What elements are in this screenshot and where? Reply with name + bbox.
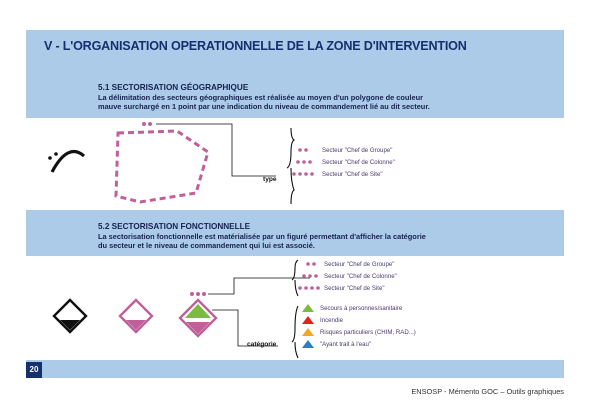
section1-desc-line1: La délimitation des secteurs géographiques est réalisée au moyen d'un polygone de couleur — [98, 93, 423, 102]
category-item: "Ayant trait à l'eau" — [320, 341, 372, 348]
legend-item: Secteur "Chef de Site" — [322, 171, 383, 178]
category-item: Secours à personnes/sanitaire — [320, 305, 403, 312]
section1-desc-line2: mauve surchargé en 1 point par une indication du niveau de commandement lié au dit secteur. — [98, 102, 430, 111]
category-triangles — [298, 304, 318, 360]
water-triangle-icon — [302, 340, 314, 348]
category-item: Risques particuliers (CHIM, RAD...) — [320, 329, 416, 336]
polygon-marker-dot — [148, 122, 152, 126]
type-label: type — [263, 176, 277, 183]
section1-band — [26, 118, 564, 210]
section2-desc-line1: La sectorisation fonctionnelle est matérialisée par un figuré permettant d'afficher la catégorie — [98, 232, 426, 241]
category-label: catégorie — [247, 341, 277, 348]
sector-polygon — [110, 118, 290, 210]
functional-sector-symbol — [52, 298, 88, 334]
rescue-triangle-icon — [302, 304, 314, 312]
page-footer: ENSOSP - Mémento GOC – Outils graphiques — [411, 387, 564, 396]
sector-arc-icon — [46, 138, 96, 178]
legend-item: Secteur "Chef de Groupe" — [324, 261, 395, 268]
section1-title: 5.1 SECTORISATION GÉOGRAPHIQUE — [98, 83, 249, 92]
legend-item: Secteur "Chef de Colonne" — [324, 273, 397, 280]
page-title: V - L'ORGANISATION OPERATIONNELLE DE LA ZONE D'INTERVENTION — [44, 39, 467, 53]
page-number: 20 — [26, 362, 42, 378]
section2-band — [26, 256, 564, 360]
legend-item: Secteur "Chef de Colonne" — [322, 159, 395, 166]
page-panel — [26, 30, 564, 378]
legend-item: Secteur "Chef de Groupe" — [322, 147, 393, 154]
legend-item: Secteur "Chef de Site" — [324, 285, 385, 292]
fire-triangle-icon — [302, 316, 314, 324]
polygon-marker-dot — [142, 122, 146, 126]
section2-title: 5.2 SECTORISATION FONCTIONNELLE — [98, 222, 251, 231]
category-item: Incendie — [320, 317, 344, 324]
section2-desc-line2: du secteur et le niveau de commandement qui lui est associé. — [98, 241, 315, 250]
hazard-triangle-icon — [302, 328, 314, 336]
mauve-sector-symbol — [118, 298, 154, 334]
